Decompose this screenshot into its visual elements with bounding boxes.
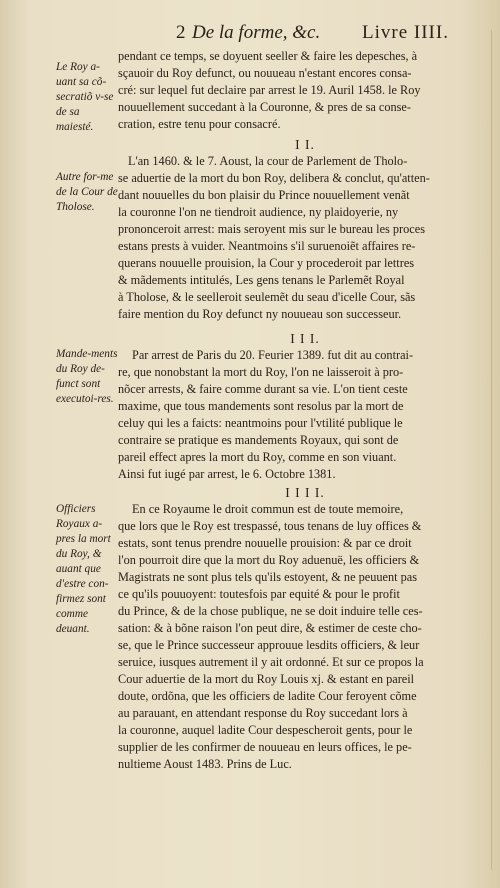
section-heading: I I I. <box>290 331 320 346</box>
text-line: au parauant, en attendant response du Roy succedant lors à <box>118 706 408 720</box>
section-2 <box>118 136 492 323</box>
text-line: nouuellement succedant à la Couronne, & pres de sa conse- <box>118 100 411 114</box>
section-4 <box>118 484 492 773</box>
text-line: à Tholose, & le seelleroit seulemẽt du seau d'icelle Cour, sãs <box>118 290 416 304</box>
text-line: doute, ordõna, que les officiers de ladite Cour feroyent cõme <box>118 689 417 703</box>
text-line: estans prests à vuider. Neantmoins s'il suruenoiẽt affaires re- <box>118 239 416 253</box>
text-line: contraire se pratique es mandements Royaux, qui sont de <box>118 433 399 447</box>
text-line: & mãdements intitulés, Les gens tenans le Parlemẽt Royal <box>118 273 405 287</box>
section-1 <box>118 48 492 133</box>
text-line: L'an 1460. & le 7. Aoust, la cour de Parlement de Tholo- <box>128 154 408 168</box>
text-line: la couronne l'on ne tiendroit audience, ny plaidoyerie, ny <box>118 205 399 219</box>
text-line: Par arrest de Paris du 20. Feurier 1389. fut dit au contrai- <box>132 348 414 362</box>
text-line: se, que le Prince successeur approuue lesdits officiers, & leur <box>118 638 420 652</box>
margin-note: Officiers Royaux a-pres la mort du Roy, & auant que d'estre con-firmez sont comme deuant. <box>56 503 111 635</box>
text-line: cré: sur lequel fut declaire par arrest le 19. Auril 1458. le Roy <box>118 83 421 97</box>
margin-note: Le Roy a-uant sa cõ-secratiõ v-se de sa maiesté. <box>56 61 114 133</box>
book-label: Livre IIII. <box>362 22 449 43</box>
running-title: De la forme, &c. <box>192 22 321 43</box>
text-line: dant nouuelles du bon plaisir du Prince nouuellement venãt <box>118 188 410 202</box>
text-line: Magistrats ne sont plus tels qu'ils estoyent, & ne peuuent pas <box>118 570 418 584</box>
text-line: nultieme Aoust 1483. Prins de Luc. <box>118 757 292 771</box>
text-line: se aduertie de la mort du bon Roy, delibera & conclut, qu'atten- <box>118 171 430 185</box>
text-line: nõcer arrests, & faire comme durant sa vie. L'on tient ceste <box>118 382 408 396</box>
text-line: sation: & à bõne raison l'on peut dire, & estimer de ceste cho- <box>118 621 422 635</box>
text-line: supplier de les confirmer de nouueau en leurs offices, le pe- <box>118 740 412 754</box>
text-line: En ce Royaume le droit commun est de toute memoire, <box>132 502 404 516</box>
text-line: estats, sont tenus prendre nouuelle prouision: & par ce droit <box>118 536 412 550</box>
text-line: maxime, que tous mandements sont resolus par la mort de <box>118 399 404 413</box>
text-line: ce qu'ils pouuoyent: toutesfois par equité & pour le profit <box>118 587 400 601</box>
section-heading: I I I I. <box>285 485 325 500</box>
text-line: que lors que le Roy est trespassé, tous tenans de luy offices & <box>118 519 422 533</box>
text-line: faire mention du Roy defunct ny nouueau son successeur. <box>118 307 402 321</box>
margin-note: Autre for-me de la Cour de Tholose. <box>56 171 118 213</box>
section-3 <box>118 330 492 483</box>
text-line: prononceroit arrest: mais seroyent mis sur le bureau les proces <box>118 222 425 236</box>
text-line: celuy qui les a faicts: neantmoins pour l'vtilité publique le <box>118 416 403 430</box>
text-line: re, que nonobstant la mort du Roy, l'on ne laisseroit à pro- <box>118 365 404 379</box>
text-line: pareil effect apres la mort du Roy, comme en son viuant. <box>118 450 397 464</box>
page-number: 2 <box>176 22 186 43</box>
text-line: querans nouuelle prouision, la Cour y procederoit par lettres <box>118 256 415 270</box>
text-line: l'on pourroit dire que la mort du Roy aduenuë, les officiers & <box>118 553 420 567</box>
text-line: Ainsi fut iugé par arrest, le 6. Octobre 1381. <box>118 467 336 481</box>
text-line: cration, estre tenu pour consacré. <box>118 117 281 131</box>
text-line: seruice, iusques autrement il y ait ordonné. Et sur ce propos la <box>118 655 424 669</box>
text-line: sçauoir du Roy defunct, ou nouueau n'estant encores consa- <box>118 66 412 80</box>
section-heading: I I. <box>295 137 315 152</box>
text-line: du Prince, & de la chose publique, ne se doit induire telle ces- <box>118 604 423 618</box>
text-line: Cour aduertie de la mort du Roy Louis xj. & estant en pareil <box>118 672 415 686</box>
text-line: pendant ce temps, se doyuent seeller & faire les depesches, à <box>118 49 418 63</box>
running-header <box>0 22 500 44</box>
margin-note: Mande-ments du Roy de-funct sont executoi-res. <box>56 348 118 405</box>
text-line: la couronne, auquel ladite Cour despescheroit gents, pour le <box>118 723 413 737</box>
